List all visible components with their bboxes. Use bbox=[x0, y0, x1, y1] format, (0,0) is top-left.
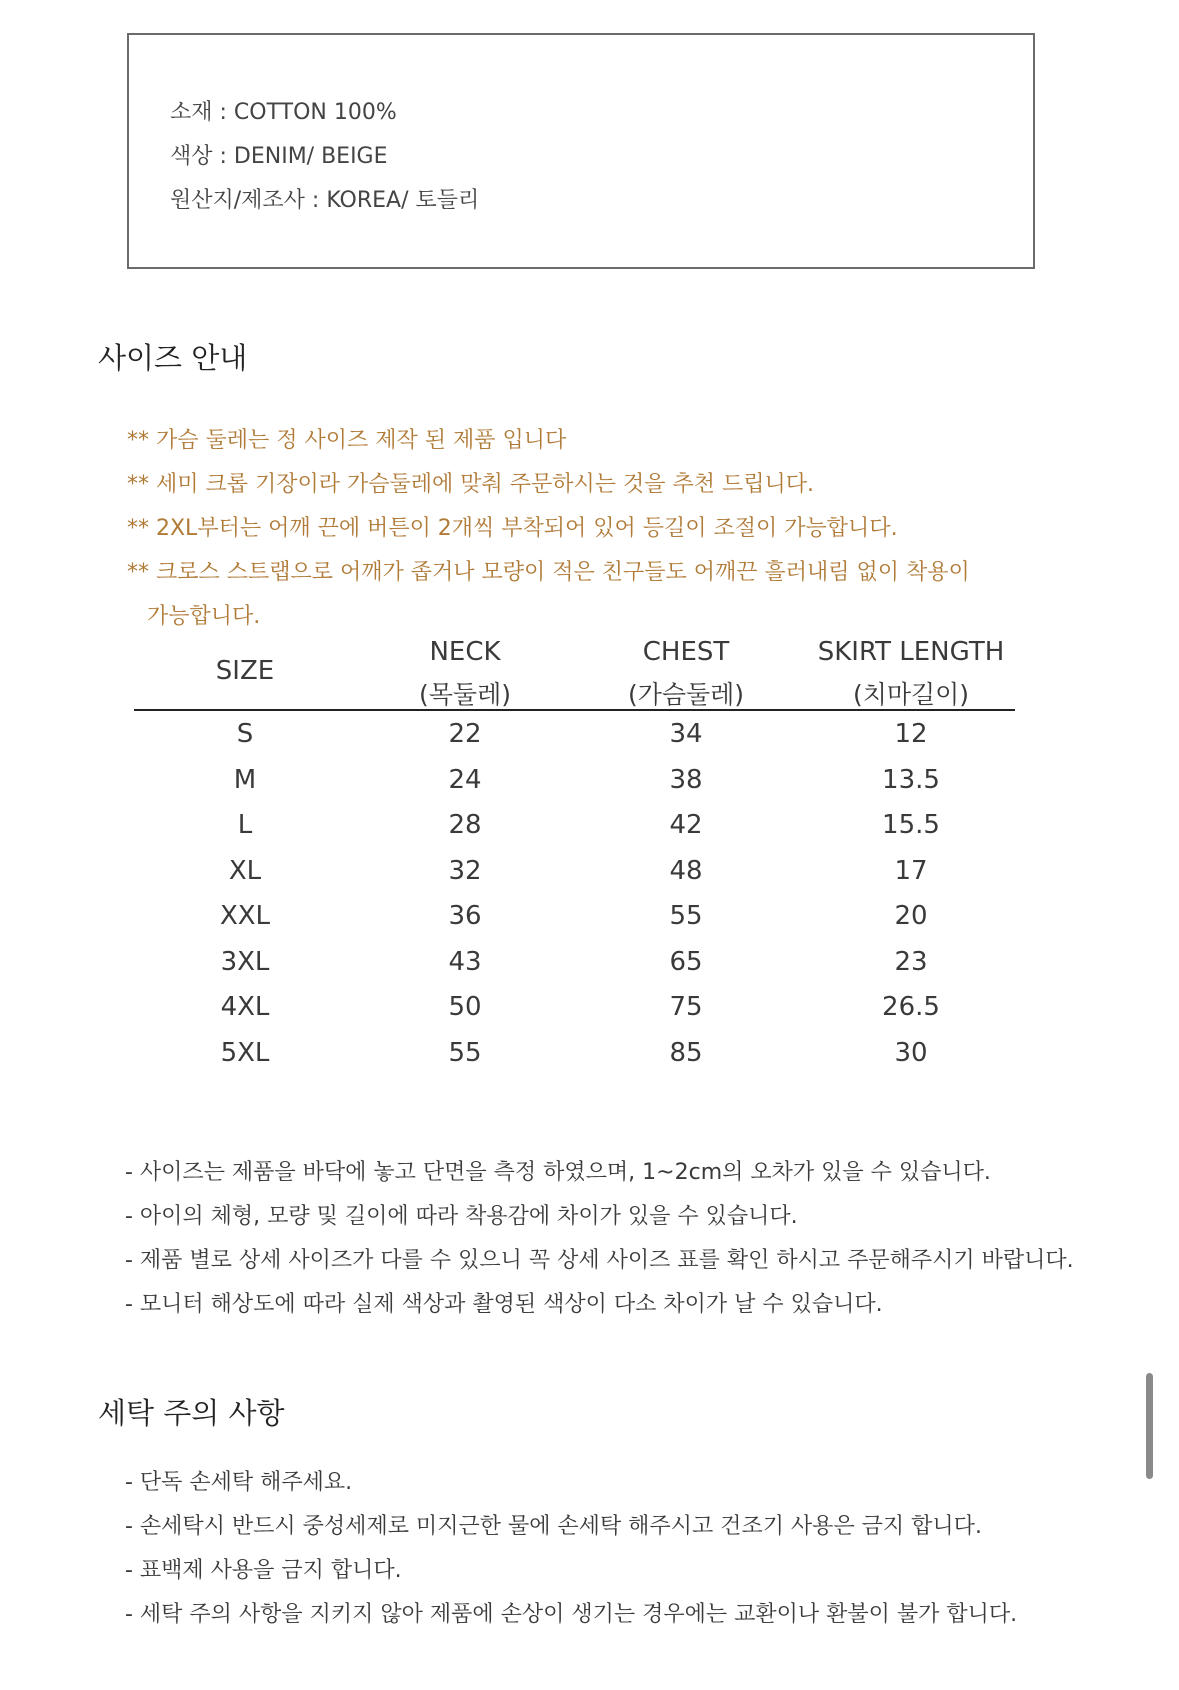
cell-chest: 38 bbox=[669, 765, 703, 795]
disclaimer-item: - 사이즈는 제품을 바닥에 놓고 단면을 측정 하였으며, 1~2cm의 오차가 있을 수 있습니다. bbox=[125, 1160, 991, 1185]
disclaimer-item: - 제품 별로 상세 사이즈가 다를 수 있으니 꼭 상세 사이즈 표를 확인 하시고 주문해주시기 바랍니다. bbox=[125, 1248, 1074, 1273]
cell-neck: 32 bbox=[448, 856, 482, 886]
cell-skirt-length: 17 bbox=[894, 856, 928, 886]
material-line: 소재 : COTTON 100% bbox=[170, 100, 397, 125]
product-info-box bbox=[127, 33, 1035, 269]
origin-line: 원산지/제조사 : KOREA/ 토들리 bbox=[170, 188, 480, 213]
cell-size: M bbox=[233, 765, 257, 795]
washing-item: - 표백제 사용을 금지 합니다. bbox=[125, 1558, 402, 1583]
cell-skirt-length: 30 bbox=[894, 1038, 928, 1068]
size-note: 가능합니다. bbox=[147, 604, 261, 629]
cell-neck: 55 bbox=[448, 1038, 482, 1068]
header-skirt-length-sub: (치마길이) bbox=[852, 680, 970, 709]
washing-item: - 단독 손세탁 해주세요. bbox=[125, 1470, 353, 1495]
size-guide-title: 사이즈 안내 bbox=[98, 341, 248, 375]
washing-item: - 손세탁시 반드시 중성세제로 미지근한 물에 손세탁 해주시고 건조기 사용은 금지 합니다. bbox=[125, 1514, 982, 1539]
header-chest-sub: (가슴둘레) bbox=[627, 680, 745, 709]
disclaimer-item: - 모니터 해상도에 따라 실제 색상과 촬영된 색상이 다소 차이가 날 수 있습니다. bbox=[125, 1292, 883, 1317]
cell-size: 4XL bbox=[220, 992, 270, 1022]
cell-chest: 48 bbox=[669, 856, 703, 886]
cell-skirt-length: 26.5 bbox=[882, 992, 940, 1022]
cell-neck: 22 bbox=[448, 719, 482, 749]
cell-skirt-length: 20 bbox=[894, 901, 928, 931]
cell-neck: 28 bbox=[448, 810, 482, 840]
washing-item: - 세탁 주의 사항을 지키지 않아 제품에 손상이 생기는 경우에는 교환이나 환불이 불가 합니다. bbox=[125, 1602, 1018, 1627]
size-note: ** 가슴 둘레는 정 사이즈 제작 된 제품 입니다 bbox=[127, 428, 567, 453]
header-neck-sub: (목둘레) bbox=[419, 680, 511, 709]
cell-chest: 65 bbox=[669, 947, 703, 977]
cell-neck: 50 bbox=[448, 992, 482, 1022]
size-note: ** 크로스 스트랩으로 어깨가 좁거나 모량이 적은 친구들도 어깨끈 흘러내림 없이 착용이 bbox=[127, 560, 970, 585]
cell-neck: 43 bbox=[448, 947, 482, 977]
cell-size: S bbox=[236, 719, 254, 749]
cell-skirt-length: 12 bbox=[894, 719, 928, 749]
table-header-rule bbox=[134, 709, 1015, 711]
cell-chest: 75 bbox=[669, 992, 703, 1022]
disclaimer-item: - 아이의 체형, 모량 및 길이에 따라 착용감에 차이가 있을 수 있습니다. bbox=[125, 1204, 798, 1229]
cell-skirt-length: 13.5 bbox=[882, 765, 940, 795]
cell-neck: 24 bbox=[448, 765, 482, 795]
scrollbar-thumb[interactable] bbox=[1146, 1373, 1153, 1479]
cell-chest: 55 bbox=[669, 901, 703, 931]
cell-size: XL bbox=[228, 856, 262, 886]
cell-chest: 42 bbox=[669, 810, 703, 840]
washing-title: 세탁 주의 사항 bbox=[98, 1396, 285, 1430]
header-skirt-length: SKIRT LENGTH bbox=[817, 637, 1005, 667]
size-note: ** 세미 크롭 기장이라 가슴둘레에 맞춰 주문하시는 것을 추천 드립니다. bbox=[127, 472, 814, 497]
color-line: 색상 : DENIM/ BEIGE bbox=[170, 144, 388, 169]
header-chest: CHEST bbox=[642, 637, 730, 667]
cell-chest: 85 bbox=[669, 1038, 703, 1068]
size-note: ** 2XL부터는 어깨 끈에 버튼이 2개씩 부착되어 있어 등길이 조절이 가능합니다. bbox=[127, 516, 898, 541]
cell-skirt-length: 15.5 bbox=[882, 810, 940, 840]
header-neck: NECK bbox=[429, 637, 501, 667]
cell-size: L bbox=[237, 810, 253, 840]
cell-size: 3XL bbox=[220, 947, 270, 977]
cell-size: 5XL bbox=[220, 1038, 270, 1068]
header-size: SIZE bbox=[215, 656, 275, 686]
cell-size: XXL bbox=[219, 901, 271, 931]
cell-neck: 36 bbox=[448, 901, 482, 931]
cell-skirt-length: 23 bbox=[894, 947, 928, 977]
cell-chest: 34 bbox=[669, 719, 703, 749]
